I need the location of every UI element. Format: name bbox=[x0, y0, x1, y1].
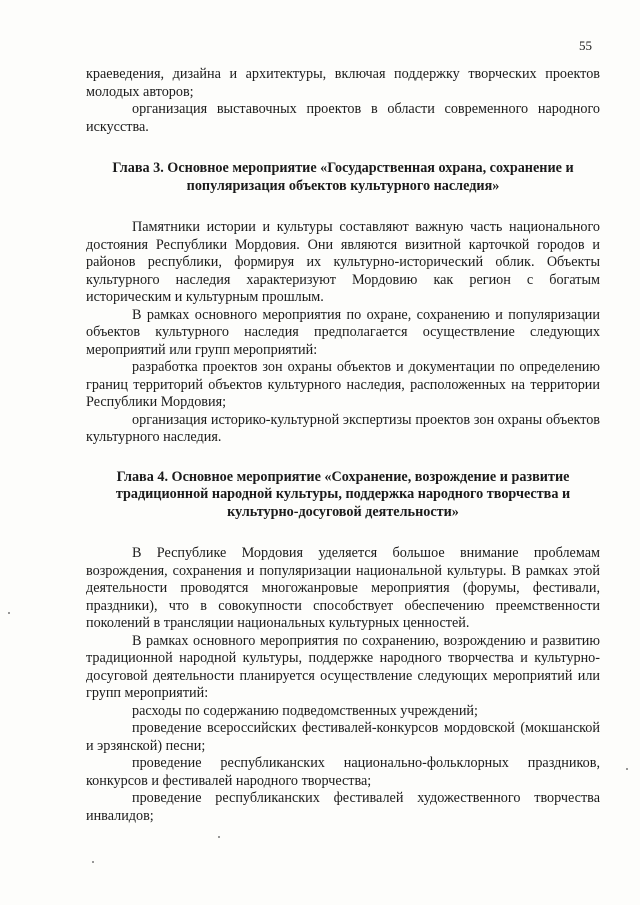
scan-speck bbox=[8, 612, 10, 614]
scan-speck bbox=[626, 768, 628, 770]
chapter-4-paragraph: В Республике Мордовия уделяется большое внимание проблемам возрождения, сохранения и популяризации национальной культуры. В рамках этой деятельности проводятся многожанровые мероприятия (форумы, фестивали, праздники), что в совокупности способствует обеспечению преемственности поколений в трансляции национальных культурных ценностей. bbox=[86, 545, 600, 631]
chapter-4-paragraph: В рамках основного мероприятия по сохранению, возрождению и развитию традиционной народной культуры, поддержке народного творчества и культурно-досуговой деятельности планируется осуществление следующих мероприятий или групп мероприятий: bbox=[86, 632, 600, 701]
list-item: проведение республиканских национально-фольклорных праздников, конкурсов и фестивалей народного творчества; bbox=[86, 755, 600, 789]
chapter-4-heading: Глава 4. Основное мероприятие «Сохранение, возрождение и развитие традиционной народной культуры, поддержка народного творчества и культурно-досуговой деятельности» bbox=[115, 468, 571, 520]
list-item: разработка проектов зон охраны объектов и документации по определению границ территорий объектов культурного наследия, расположенных на территории Республики Мордовия; bbox=[86, 359, 600, 410]
chapter-3-list bbox=[86, 359, 600, 447]
scan-speck bbox=[92, 861, 94, 863]
list-item: проведение всероссийских фестивалей-конкурсов мордовской (мокшанской и эрзянской) песни; bbox=[86, 720, 600, 754]
scan-speck bbox=[218, 836, 220, 838]
list-item: расходы по содержанию подведомственных учреждений; bbox=[132, 702, 478, 719]
intro-text: организация выставочных проектов в области современного народного искусства. bbox=[86, 101, 600, 135]
chapter-3-paragraph: В рамках основного мероприятия по охране, сохранению и популяризации объектов культурного наследия предполагается осуществление следующих мероприятий или групп мероприятий: bbox=[86, 306, 600, 358]
list-item: проведение республиканских фестивалей художественного творчества инвалидов; bbox=[86, 790, 600, 824]
page-number: 55 bbox=[579, 38, 592, 53]
list-item: организация историко-культурной экспертизы проектов зон охраны объектов культурного наследия. bbox=[86, 411, 600, 445]
chapter-3-heading: Глава 3. Основное мероприятие «Государственная охрана, сохранение и популяризация объектов культурного наследия» bbox=[112, 160, 574, 194]
page-body bbox=[86, 66, 600, 825]
intro-text: краеведения, дизайна и архитектуры, включая поддержку творческих проектов молодых авторов; bbox=[86, 66, 600, 100]
chapter-3-paragraph: Памятники истории и культуры составляют важную часть национального достояния Республики Мордовия. Они являются визитной карточкой городов и районов республики, формируя их культурно-исторический облик. Объекты культурного наследия характеризуют Мордовию как регион с богатым историческим и культурным прошлым. bbox=[86, 219, 600, 305]
chapter-4-list bbox=[86, 703, 600, 826]
